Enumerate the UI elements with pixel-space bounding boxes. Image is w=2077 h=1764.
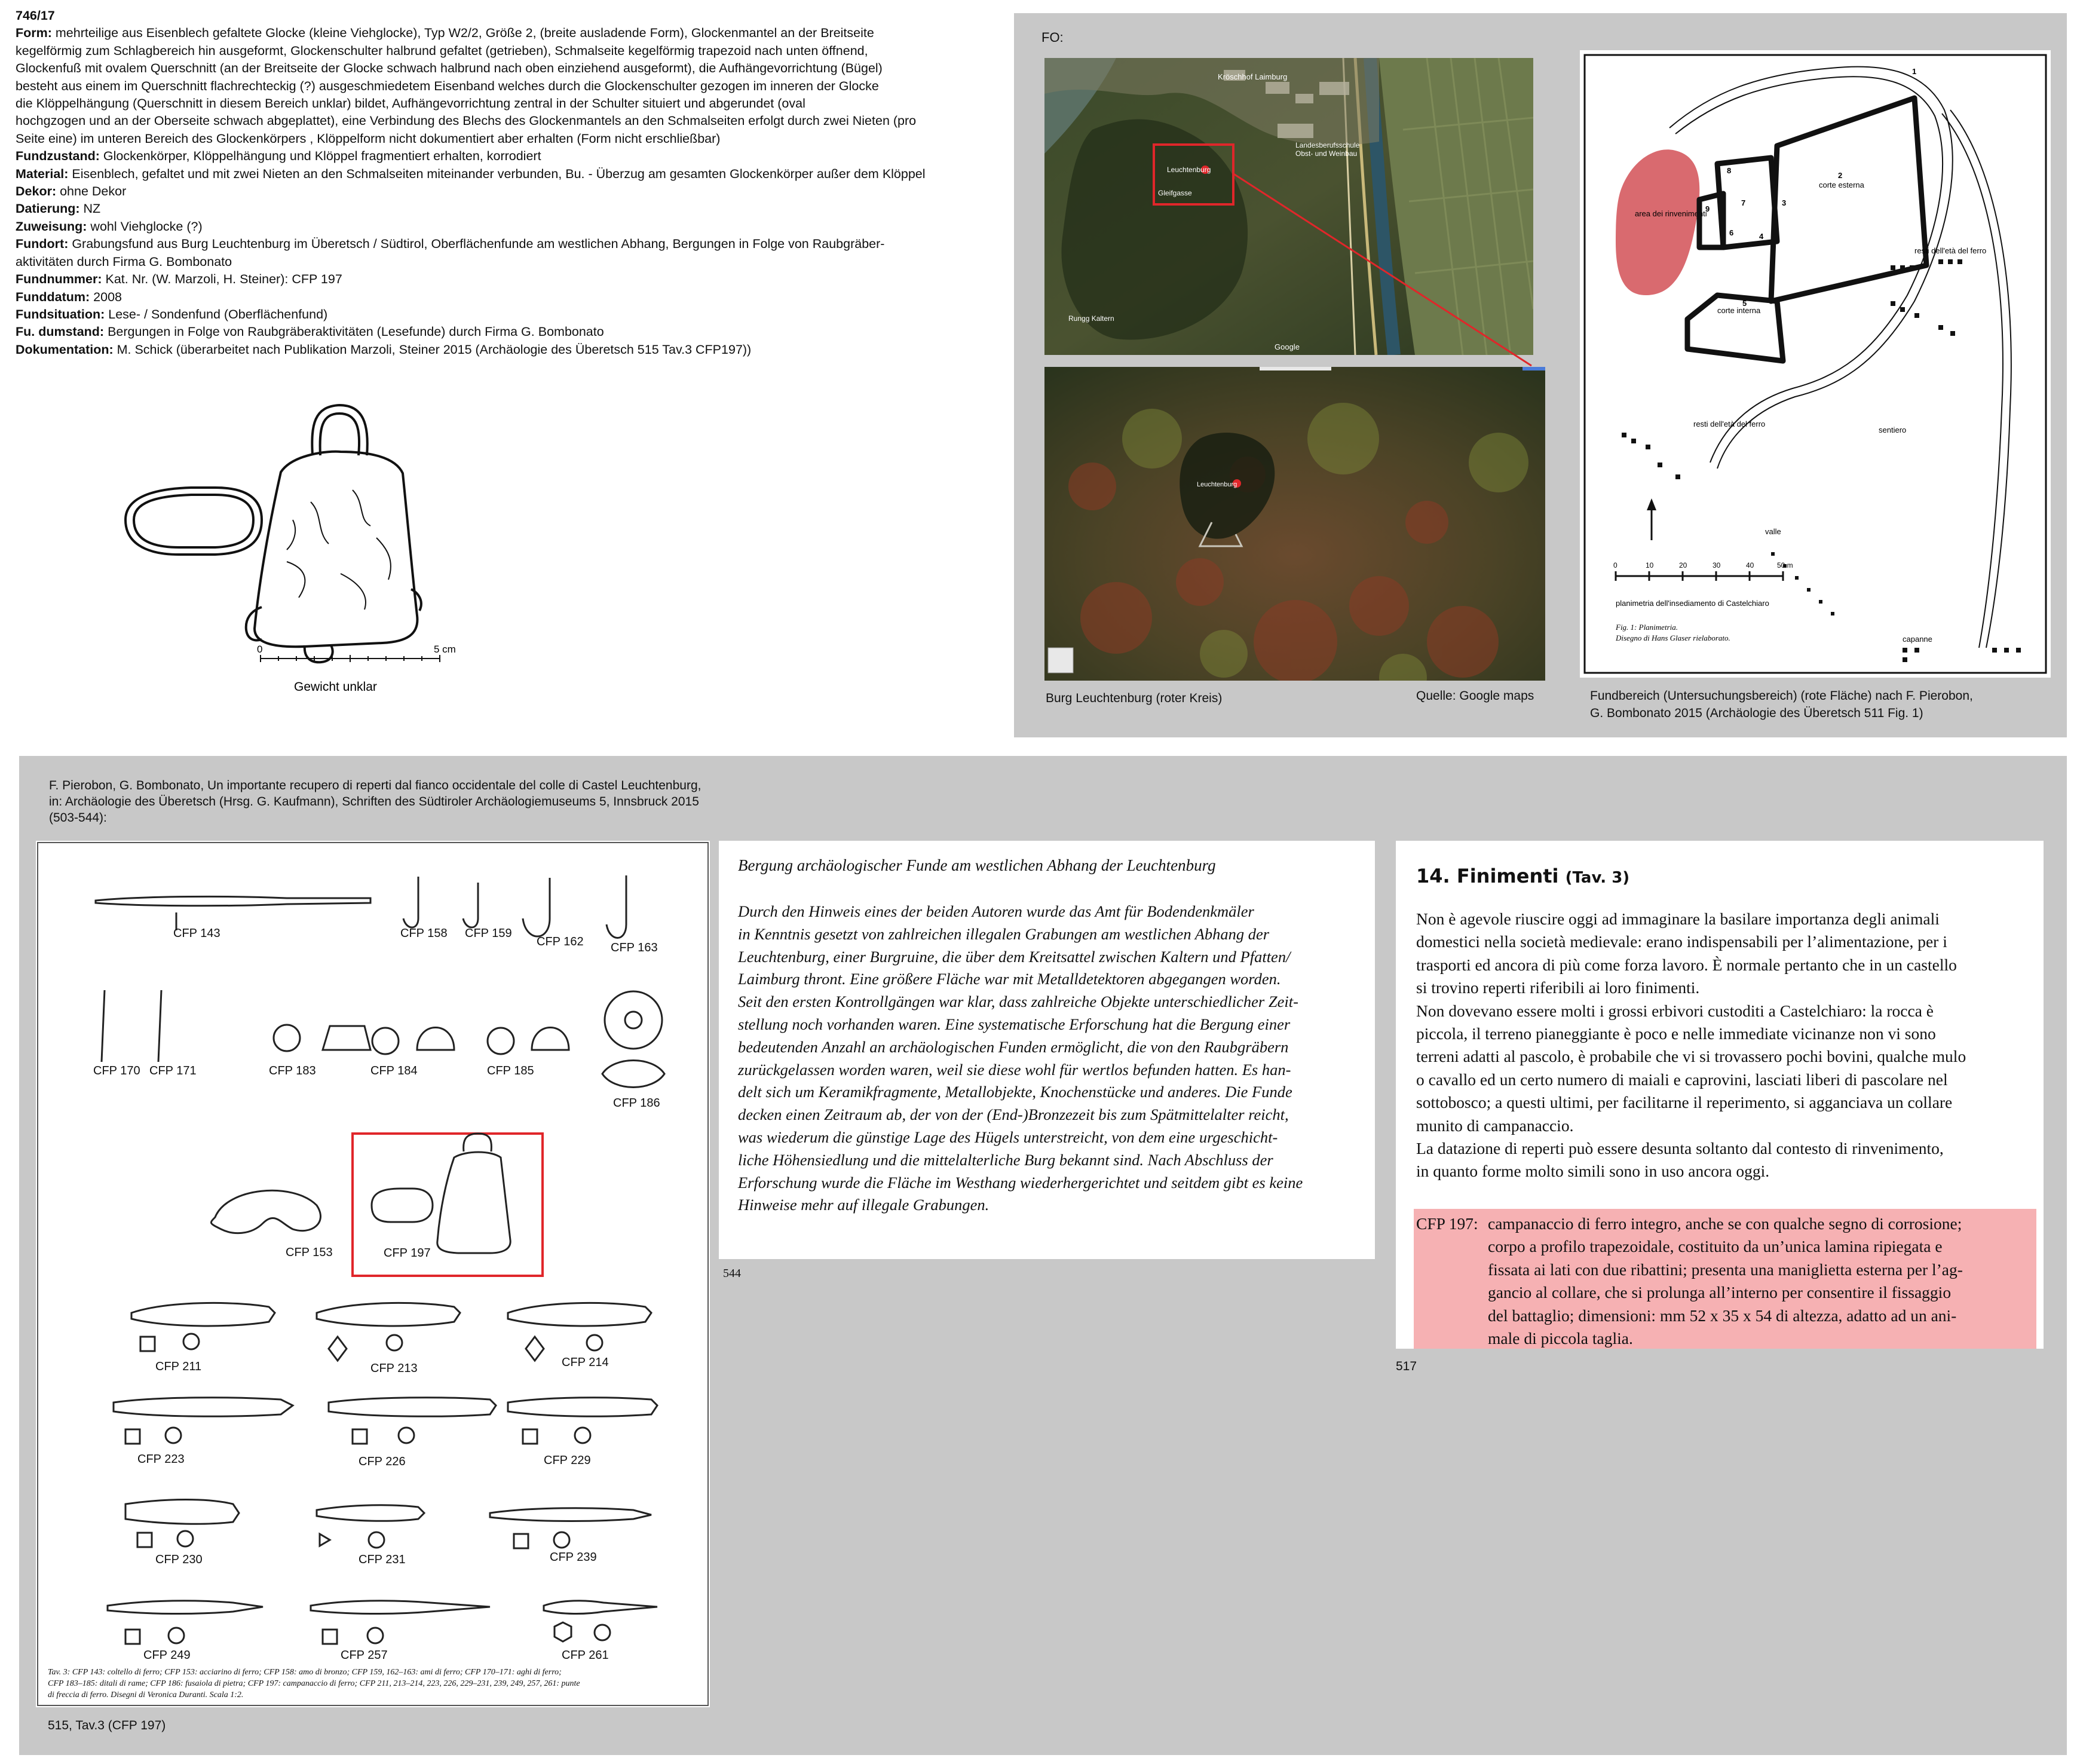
fo-label: FO: (1041, 30, 1064, 45)
record-field-key: Fundnummer: (16, 272, 102, 287)
record-field-line (16, 271, 1001, 288)
text-line: Non è agevole riuscire oggi ad immaginare la basilare importanza degli animali (1416, 909, 1940, 928)
record-fields (16, 24, 1001, 359)
text-line: in Kenntnis gesetzt von zahlreichen illegalen Grabungen am westlichen Abhang der (738, 924, 1270, 943)
record-field-value: M. Schick (überarbeitet nach Publikation Marzoli, Steiner 2015 (Archäologie des Überetsch 515 Tav.3 CFP197)) (113, 342, 752, 357)
svg-text:Kröschhof Laimburg: Kröschhof Laimburg (1218, 72, 1288, 81)
caption-burg: Burg Leuchtenburg (roter Kreis) (1046, 691, 1223, 705)
text-line: sottobosco; a questi ultimi, per facilitarne il reperimento, si agganciava un collare (1416, 1093, 1953, 1112)
text-line: stellung noch vorhanden waren. Eine systematische Erforschung hat die Bergung einer (738, 1015, 1291, 1033)
svg-text:30: 30 (1713, 561, 1721, 569)
record-field-value: NZ (79, 201, 101, 216)
plan-title: planimetria dell'insediamento di Castelchiaro (1616, 599, 1769, 608)
satellite-map-detail[interactable] (1044, 367, 1545, 681)
svg-text:Gleifgasse: Gleifgasse (1158, 189, 1192, 197)
record-field-value: wohl Viehglocke (?) (87, 219, 203, 234)
text-line: Erforschung wurde die Fläche im Westhang wiederhergerichtet und seitdem gibt es keine (738, 1173, 1303, 1192)
plan-corte-esterna: corte esterna (1819, 180, 1864, 189)
record-field-value: Grabungsfund aus Burg Leuchtenburg im Überetsch / Südtirol, Oberflächenfunde am westlichen Abhang, Bergungen in Folge von Raubgräber- (68, 237, 885, 252)
text-line: gancio al collare, che si prolunga all’interno per consentire il fissaggio (1488, 1283, 1952, 1302)
find-record (16, 7, 1001, 359)
weight-note: Gewicht unklar (294, 680, 377, 694)
plate-item-label: CFP 226 (359, 1455, 406, 1468)
record-field-key: Fundsituation: (16, 307, 105, 321)
svg-text:9: 9 (1705, 204, 1710, 213)
plate-item-label: CFP 213 (370, 1362, 418, 1375)
text-line: Hinweise mehr auf illegale Grabungen. (738, 1196, 990, 1214)
text-line: male di piccola taglia. (1488, 1329, 1633, 1348)
record-field-value: hochgzogen und an der Oberseite schwach abgeplattet), eine Verbindung des Blechs des Glockenmantels an den Schmalseiten erfolgt durch zwei Nieten (pro (16, 114, 917, 128)
plate-item-label: CFP 162 (537, 935, 584, 948)
plate-item-label: CFP 211 (155, 1360, 202, 1373)
record-id: 746/17 (16, 8, 55, 23)
svg-text:7: 7 (1741, 198, 1746, 207)
plate-item-label: CFP 170 (93, 1064, 140, 1077)
text-line: campanaccio di ferro integro, anche se con qualche segno di corrosione; (1488, 1214, 1962, 1233)
text-line: terreni adatti al pascolo, è probabile che vi si trovassero pochi bovini, qualche mulo (1416, 1047, 1966, 1066)
record-field-line (16, 323, 1001, 341)
svg-text:Landesberufsschule: Landesberufsschule (1295, 141, 1360, 149)
plate-item-label: CFP 229 (544, 1454, 591, 1467)
italian-heading-title: 14. Finimenti (1416, 865, 1559, 887)
record-field-line (16, 200, 1001, 218)
bell-drawing (114, 400, 472, 699)
plate-item-label: CFP 184 (370, 1064, 418, 1077)
german-page-number: 544 (723, 1267, 741, 1280)
record-field-value: Glockenfuß mit ovalem Querschnitt (an der Breitseite der Glocke schwach halbrund nach oben einziehend ausgeformt), die Aufhängevorrichtung (Bügel) (16, 61, 883, 76)
italian-page-number: 517 (1396, 1359, 1417, 1373)
text-line: was wiederum die günstige Lage des Hügels unterstreicht, von dem eine urgeschicht- (738, 1128, 1278, 1146)
text-line: Leuchtenburg, einer Burgruine, die über dem Kreitsattel zwischen Kaltern und Pfatten/ (738, 947, 1291, 966)
cfp197-highlight-box (353, 1134, 543, 1276)
caption-fundbereich-1: Fundbereich (Untersuchungsbereich) (rote Fläche) nach F. Pierobon, (1590, 689, 1973, 703)
citation-line-3: (503-544): (49, 811, 107, 825)
record-field-line (16, 183, 1001, 200)
bell-section-oval (125, 488, 262, 555)
record-field-line (16, 78, 1001, 95)
italian-heading (1416, 865, 1629, 887)
record-field-line (16, 42, 1001, 60)
scale-five: 5 cm (434, 644, 456, 655)
record-field-value: kegelförmig zum Schlagbereich hin ausgeformt, Glockenschulter halbrund gefaltet (getrieben), Schmalseite kegelförmig trapezoid nach unten öffnend, (16, 43, 868, 58)
text-line: Non dovevano essere molti i grossi erbivori custoditi a Castelchiaro: la rocca è (1416, 1001, 1934, 1020)
record-field-value: mehrteilige aus Eisenblech gefaltete Glocke (kleine Viehglocke), Typ W2/2, Größe 2, (breite ausladende Form), Glockenmantel an der Breitseite (51, 26, 874, 41)
svg-text:50 m: 50 m (1777, 561, 1793, 569)
caption-fundbereich-2: G. Bombonato 2015 (Archäologie des Überetsch 511 Fig. 1) (1590, 706, 1923, 720)
record-field-value: besteht aus einem im Querschnitt flachrechteckig (?) ausgeschmiedetem Eisenband welches durch die Glockenschulter gezogen im inneren der Glocke (16, 78, 879, 93)
text-line: corpo a profilo trapezoidale, costituito da un’unica lamina ripiegata e (1488, 1237, 1943, 1256)
record-field-key: Zuweisung: (16, 219, 87, 234)
text-line: piccola, il terreno pianeggiante è poco e nelle immediate vicinanze non vi sono (1416, 1024, 1936, 1043)
record-field-line (16, 24, 1001, 42)
plate-item-label: CFP 261 (562, 1649, 609, 1662)
record-field-line (16, 60, 1001, 77)
plate-item-label: CFP 223 (137, 1453, 185, 1466)
italian-heading-ref: (Tav. 3) (1565, 869, 1630, 887)
text-line: Seit den ersten Kontrollgängen war klar, dass zahlreiche Objekte unterschiedlicher Zeit- (738, 993, 1298, 1011)
plate-item-label: CFP 214 (562, 1356, 609, 1369)
record-field-key: Dekor: (16, 184, 57, 199)
plate-item-label: CFP 239 (550, 1551, 597, 1564)
plan-resti-2: resti dell'età del ferro (1693, 419, 1766, 428)
record-field-line (16, 235, 1001, 253)
svg-text:5: 5 (1742, 299, 1747, 308)
plate-item-label: CFP 230 (155, 1553, 203, 1566)
german-text-page (719, 841, 1375, 1259)
record-field-line (16, 148, 1001, 165)
svg-text:4: 4 (1759, 232, 1764, 241)
record-field-value: Lese- / Sondenfund (Oberflächenfund) (105, 307, 328, 321)
german-body (738, 901, 1359, 1217)
record-field-key: Material: (16, 166, 69, 181)
record-field-key: Form: (16, 26, 52, 41)
plan-capanne: capanne (1903, 635, 1932, 644)
record-field-value: ohne Dekor (56, 184, 127, 199)
record-field-value: die Klöppelhängung (Querschnitt in diesem Bereich unklar) bildet, Aufhängevorrichtung zentral in der Schulter situiert und abgerundet (oval (16, 96, 805, 111)
scale-zero: 0 (257, 644, 263, 655)
plate-item-label: CFP 249 (143, 1649, 191, 1662)
record-field-key: Fundzustand: (16, 149, 100, 164)
record-field-line (16, 112, 1001, 130)
text-line: zurückgelassen worden waren, weil sie diese wohl für wertlos befunden hatten. Es han- (738, 1060, 1291, 1079)
record-field-value: aktivitäten durch Firma G. Bombonato (16, 254, 232, 269)
cfp197-entry-highlight (1414, 1209, 2036, 1349)
record-field-key: Fundort: (16, 237, 69, 252)
plan-valle: valle (1765, 527, 1781, 536)
svg-text:3: 3 (1782, 198, 1787, 207)
svg-text:Rungg Kaltern: Rungg Kaltern (1068, 314, 1114, 323)
plate-item-label: CFP 197 (384, 1247, 431, 1260)
text-line: Durch den Hinweis eines der beiden Autoren wurde das Amt für Bodendenkmäler (738, 902, 1254, 920)
svg-text:10: 10 (1646, 561, 1654, 569)
svg-text:40: 40 (1746, 561, 1754, 569)
zoom-connector (1014, 13, 1612, 396)
text-line: munito di campanaccio. (1416, 1116, 1574, 1135)
italian-body (1416, 908, 2032, 1183)
map-top-brand: Google (1275, 342, 1300, 351)
record-field-value: Eisenblech, gefaltet und mit zwei Nieten an den Schmalseiten miteinander verbunden, Bu. - Überzug am gesamten Glockenkörper außer dem Klöppel (68, 166, 926, 181)
cfp197-entry-text (1488, 1212, 2033, 1350)
plate-item-label: CFP 159 (465, 927, 512, 940)
plate-item-label: CFP 185 (487, 1064, 534, 1077)
plan-fig-caption-2: Disegno di Hans Glaser rielaborato. (1616, 633, 1730, 642)
literature-panel (19, 756, 2067, 1755)
plan-resti-1: resti dell'età del ferro (1914, 246, 1987, 255)
text-line: delt sich um Keramikfragmente, Metallobjekte, Knochenstücke und anderes. Die Funde (738, 1083, 1292, 1101)
text-line: in quanto forme molto simili sono in uso ancora oggi. (1416, 1162, 1770, 1181)
plate-item-label: CFP 257 (341, 1649, 388, 1662)
svg-text:2: 2 (1838, 171, 1843, 180)
plan-sentiero: sentiero (1879, 425, 1907, 434)
map-layer-thumbnail (1048, 648, 1073, 673)
plan-corte-interna: corte interna (1717, 306, 1761, 315)
svg-text:0: 0 (1613, 561, 1618, 569)
citation-line-2: in: Archäologie des Überetsch (Hrsg. G. Kaufmann), Schriften des Südtiroler Archäologiemuseums 5, Innsbruck 2015 (49, 795, 699, 808)
north-arrow-icon (1647, 498, 1656, 540)
svg-text:Obst- und Weinbau: Obst- und Weinbau (1295, 149, 1358, 158)
plate-item-label: CFP 153 (286, 1246, 333, 1259)
text-line: Laimburg thront. Eine größere Fläche war mit Metalldetektoren abgegangen worden. (738, 970, 1281, 988)
svg-text:6: 6 (1729, 228, 1734, 237)
record-field-line (16, 289, 1001, 306)
record-field-value: Glockenkörper, Klöppelhängung und Klöppel fragmentiert erhalten, korrodiert (99, 149, 541, 164)
plate-caption-2: CFP 183–185: ditali di rame; CFP 186: fusaiola di pietra; CFP 197: campanaccio di ferro; CFP 211, 213–214, 223, 226, 229–231, 239, 249, 257, 261: punte (48, 1679, 580, 1688)
caption-source: Quelle: Google maps (1416, 689, 1534, 703)
plate-tav3 (36, 841, 710, 1707)
record-field-value: Kat. Nr. (W. Marzoli, H. Steiner): CFP 197 (102, 272, 342, 287)
site-plan (1580, 50, 2051, 678)
text-line: domestici nella società medievale: erano indispensabili per l’alimentazione, per i (1416, 932, 1947, 951)
record-field-key: Dokumentation: (16, 342, 114, 357)
text-line: fissata ai lati con due ribattini; presenta una maniglietta esterna per l’ag- (1488, 1260, 1963, 1279)
svg-text:8: 8 (1727, 166, 1732, 175)
bell-body (246, 405, 421, 662)
record-field-key: Funddatum: (16, 289, 90, 304)
record-field-line (16, 306, 1001, 323)
cfp197-entry-label: CFP 197: (1416, 1214, 1478, 1233)
text-line: liche Höhensiedlung und die mittelalterliche Burg bekannt sind. Nach Abschluss der (738, 1150, 1273, 1169)
plate-item-label: CFP 231 (359, 1553, 406, 1566)
plate-caption (48, 1667, 699, 1701)
text-line: decken einen Zeitraum ab, der von der (End-)Bronzezeit bis zum Spätmittelalter reicht, (738, 1105, 1289, 1124)
plate-item-label: CFP 143 (173, 927, 220, 940)
german-title: Bergung archäologischer Funde am westlichen Abhang der Leuchtenburg (738, 856, 1216, 874)
record-field-value: 2008 (90, 289, 122, 304)
record-field-key: Fu. dumstand: (16, 324, 105, 339)
record-field-line (16, 253, 1001, 271)
svg-text:1: 1 (1912, 67, 1917, 76)
record-field-value: Seite eine) im unteren Bereich des Glockenkörpers , Klöppelform nicht dokumentiert aber erhalten (Form nicht erschließbar) (16, 131, 721, 146)
italian-text-page (1396, 841, 2044, 1349)
plate-page-ref: 515, Tav.3 (CFP 197) (48, 1719, 166, 1732)
plan-fig-caption-1: Fig. 1: Planimetria. (1616, 623, 1678, 632)
text-line: del battaglio; dimensioni: mm 52 x 35 x 54 di altezza, adatto ad un ani- (1488, 1306, 1957, 1325)
svg-text:20: 20 (1679, 561, 1687, 569)
citation-line-1: F. Pierobon, G. Bombonato, Un importante recupero di reperti dal fianco occidentale del colle di Castel Leuchtenburg, (49, 779, 701, 792)
record-field-key: Datierung: (16, 201, 80, 216)
plate-item-label: CFP 163 (611, 941, 658, 954)
record-field-line (16, 95, 1001, 112)
text-line: si trovino reperti riferibili ai loro finimenti. (1416, 978, 1700, 997)
text-line: La datazione di reperti può essere desunta soltanto dal contesto di rinvenimento, (1416, 1139, 1944, 1158)
find-area-red (1616, 149, 1699, 295)
text-line: trasporti ed ancora di più come forza lavoro. È normale pertanto che in un castello (1416, 955, 1957, 974)
plate-item-label: CFP 158 (400, 927, 448, 940)
record-field-line (16, 341, 1001, 359)
record-field-line (16, 130, 1001, 148)
plate-item-label: CFP 183 (269, 1064, 316, 1077)
record-field-value: Bergungen in Folge von Raubgräberaktivitäten (Lesefunde) durch Firma G. Bombonato (104, 324, 604, 339)
record-field-line (16, 166, 1001, 183)
plate-item-label: CFP 171 (149, 1064, 197, 1077)
text-line: bedeutenden Anzahl an archäologischen Funden ermöglicht, die von den Raubgräbern (738, 1037, 1289, 1056)
map-top-pin-label: Leuchtenburg (1167, 166, 1211, 174)
record-field-line (16, 218, 1001, 235)
map-bottom-pin-label: Leuchtenburg (1197, 481, 1237, 488)
fo-panel (1014, 13, 2067, 737)
plate-item-label: CFP 186 (613, 1097, 660, 1110)
plan-area-label: area dei rinvenimenti (1635, 209, 1707, 218)
text-line: o cavallo ed un certo numero di maiali e caprovini, lasciati liberi di pascolare nel (1416, 1070, 1948, 1089)
citation (49, 777, 701, 826)
scale-bar (261, 655, 440, 662)
plate-caption-1: Tav. 3: CFP 143: coltello di ferro; CFP 153: acciarino di ferro; CFP 158: amo di bronzo; CFP 159, 162–163: ami di ferro; CFP 170–171: aghi di ferro; (48, 1668, 562, 1677)
plate-caption-3: di freccia di ferro. Disegni di Veronica Duranti. Scala 1:2. (48, 1690, 244, 1699)
